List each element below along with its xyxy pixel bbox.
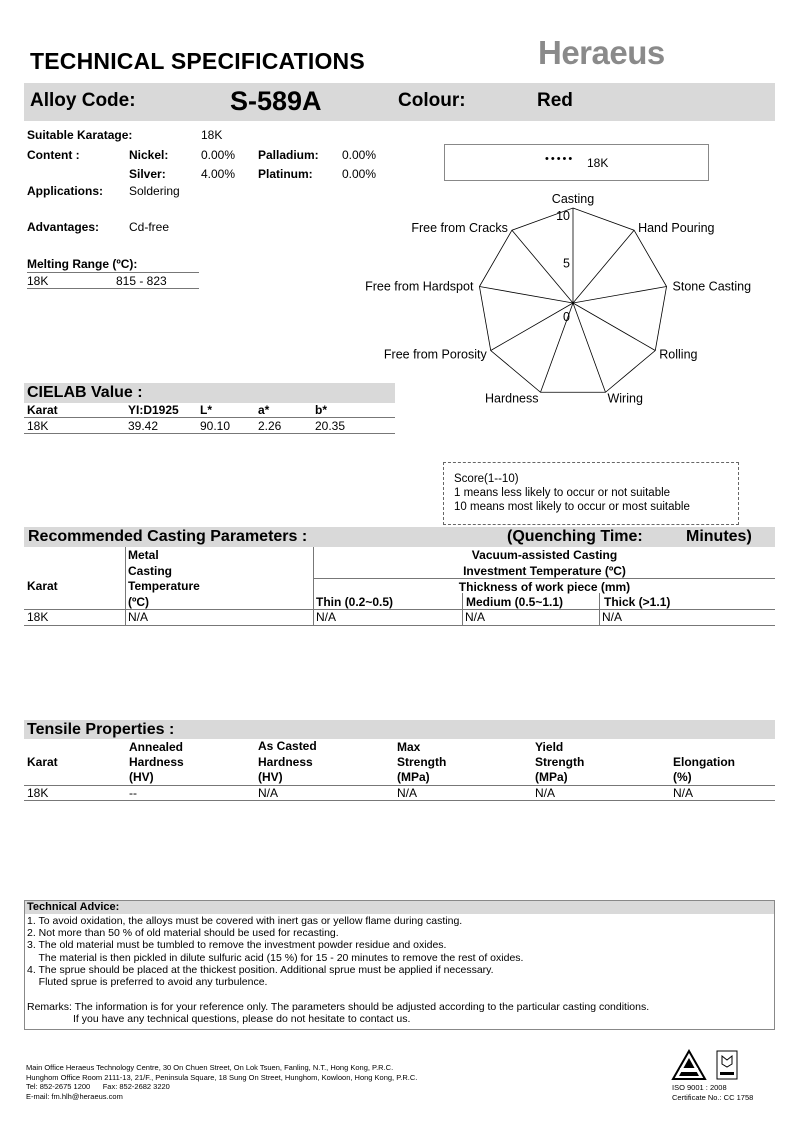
radar-spoke xyxy=(479,287,573,303)
iso-standard: ISO 9001 : 2008 xyxy=(672,1083,727,1092)
palladium-label: Palladium: xyxy=(258,148,319,162)
tensile-header-yield-2: Strength xyxy=(535,755,585,769)
tensile-header-annealed-1: Annealed xyxy=(129,740,184,754)
casting-row-metal-temp: N/A xyxy=(128,610,149,624)
tensile-header-ascasted-2: Hardness xyxy=(258,755,313,769)
applications-value: Soldering xyxy=(129,184,180,198)
radar-chart xyxy=(350,190,770,415)
legend-label: 18K xyxy=(587,156,609,170)
technical-advice-title: Technical Advice: xyxy=(25,901,774,914)
melting-row xyxy=(27,274,199,289)
score-legend-box xyxy=(443,462,739,525)
casting-row-karat: 18K xyxy=(27,610,49,624)
footer-phone: Tel: 852-2675 1200 Fax: 852-2682 3220 xyxy=(26,1082,170,1091)
radar-spoke xyxy=(573,303,605,392)
footer-email: E-mail: fm.hlh@heraeus.com xyxy=(26,1091,123,1101)
silver-label: Silver: xyxy=(129,167,166,181)
casting-row-thin: N/A xyxy=(316,610,337,624)
technical-advice-box xyxy=(24,900,775,1030)
tensile-header-elongation-1: Elongation xyxy=(673,755,735,769)
radar-scale-label: 10 xyxy=(556,209,570,223)
footer-main-office: Main Office Heraeus Technology Centre, 30 On Chuen Street, On Lok Tsuen, Fanling, N.T., Hong Kong, P.R.C. xyxy=(26,1063,394,1072)
tensile-header-yield-1: Yield xyxy=(535,740,564,754)
tensile-row-elongation: N/A xyxy=(673,786,694,800)
palladium-value: 0.00% xyxy=(342,148,377,162)
tensile-header-annealed-3: (HV) xyxy=(129,770,154,784)
radar-axis-label: Rolling xyxy=(659,347,698,362)
legend-marker-icon: ••••• xyxy=(545,153,575,165)
cielab-a: 2.26 xyxy=(258,419,282,433)
radar-spoke xyxy=(573,230,634,303)
cielab-b: 20.35 xyxy=(315,419,346,433)
cielab-yi: 39.42 xyxy=(128,419,159,433)
heraeus-logo: Heraeus xyxy=(538,34,665,71)
tensile-header-yield-3: (MPa) xyxy=(535,770,568,784)
tensile-header-max-1: Max xyxy=(397,740,421,754)
casting-header-metal-4: (ºC) xyxy=(128,595,150,609)
colour-value: Red xyxy=(537,90,573,111)
radar-axis-label: Free from Cracks xyxy=(411,221,508,236)
casting-section-title: Recommended Casting Parameters : xyxy=(28,528,308,545)
casting-row-medium: N/A xyxy=(465,610,486,624)
casting-row-thick: N/A xyxy=(602,610,623,624)
iso-certification-logos-icon xyxy=(671,1049,741,1083)
tensile-header-annealed-2: Hardness xyxy=(129,755,184,769)
cielab-header-a: a* xyxy=(258,403,270,417)
alloy-code-label: Alloy Code: xyxy=(30,90,136,111)
cielab-section-title: CIELAB Value : xyxy=(24,383,395,403)
cielab-header-row xyxy=(24,403,395,418)
casting-header-metal-3: Temperature xyxy=(128,579,200,593)
nickel-label: Nickel: xyxy=(129,148,169,162)
remarks-contact-line: If you have any technical questions, please do not hesitate to contact us. xyxy=(73,1013,411,1026)
casting-header-metal-2: Casting xyxy=(128,564,173,578)
content-label: Content : xyxy=(27,148,80,162)
vacuum-casting-header: Vacuum-assisted Casting xyxy=(471,548,618,562)
applications-label: Applications: xyxy=(27,184,104,198)
footer-hunghom-office: Hunghom Office Room 2111-13, 21/F., Peninsula Square, 18 Sung On Street, Hunghom, Kowloon, Hong Kong, P.R.C. xyxy=(26,1072,418,1082)
radar-axis-label: Casting xyxy=(551,192,595,206)
radar-axis-label: Hand Pouring xyxy=(638,221,715,236)
score-line-2: 1 means less likely to occur or not suitable xyxy=(454,487,671,499)
melting-range-value: 815 - 823 xyxy=(116,274,167,288)
radar-axis-labels xyxy=(365,192,751,405)
radar-scale-label: 5 xyxy=(563,256,570,271)
radar-legend xyxy=(444,144,709,181)
page-title: TECHNICAL SPECIFICATIONS xyxy=(30,48,365,74)
alloy-code-value: S-589A xyxy=(230,86,322,116)
footer-addresses xyxy=(26,1063,417,1101)
cielab-l: 90.10 xyxy=(200,419,231,433)
advice-line-4: The material is then pickled in dilute sulfuric acid (15 %) for 15 - 20 minutes to remove the rest of oxides. xyxy=(27,951,524,964)
remarks-line: Remarks: The information is for your reference only. The parameters should be adjusted according to the particular casting conditions. xyxy=(27,1001,650,1014)
cielab-header-l: L* xyxy=(200,403,212,417)
radar-axis-label: Hardness xyxy=(485,391,539,406)
advice-line-5: 4. The sprue should be placed at the thickest position. Additional sprue must be applied if necessary. xyxy=(27,963,494,976)
thick-header: Thick (>1.1) xyxy=(604,595,671,609)
cielab-header-yi: YI:D1925 xyxy=(128,403,179,417)
investment-temperature-header: Investment Temperature (ºC) xyxy=(463,564,626,578)
tensile-row-yield: N/A xyxy=(535,786,556,800)
tensile-header-ascasted-1: As Casted xyxy=(258,739,317,753)
platinum-label: Platinum: xyxy=(258,167,313,181)
certification-info xyxy=(672,1083,753,1102)
advice-line-3: 3. The old material must be tumbled to remove the investment powder residue and oxides. xyxy=(27,939,447,952)
casting-parameters-table xyxy=(24,547,775,626)
tensile-header-max-2: Strength xyxy=(397,755,447,769)
melting-range-label: Melting Range (ºC): xyxy=(27,257,199,273)
tensile-row-annealed: -- xyxy=(129,786,137,800)
platinum-value: 0.00% xyxy=(342,167,377,181)
thin-header: Thin (0.2~0.5) xyxy=(316,595,394,609)
advice-line-6: Fluted sprue is preferred to avoid any turbulence. xyxy=(27,976,268,989)
cielab-data-row xyxy=(24,419,395,434)
advice-line-2: 2. Not more than 50 % of old material should be used for recasting. xyxy=(27,927,339,940)
radar-axis-label: Free from Hardspot xyxy=(365,279,474,294)
advantages-value: Cd-free xyxy=(129,220,170,234)
cielab-karat: 18K xyxy=(27,419,49,433)
nickel-value: 0.00% xyxy=(201,148,236,162)
karatage-value: 18K xyxy=(201,128,223,142)
medium-header: Medium (0.5~1.1) xyxy=(466,595,564,609)
alloy-code-bar xyxy=(24,83,775,121)
casting-header-karat: Karat xyxy=(27,579,58,593)
tensile-header-karat: Karat xyxy=(27,755,58,769)
radar-axis-label: Wiring xyxy=(607,391,643,406)
radar-spoke xyxy=(573,287,667,303)
silver-value: 4.00% xyxy=(201,167,236,181)
tensile-header-max-3: (MPa) xyxy=(397,770,430,784)
score-line-3: 10 means most likely to occur or most suitable xyxy=(454,501,690,513)
advantages-label: Advantages: xyxy=(27,220,100,234)
cielab-header-karat: Karat xyxy=(27,403,58,417)
score-line-1: Score(1--10) xyxy=(454,473,519,485)
radar-grid xyxy=(479,208,666,392)
tensile-row-max: N/A xyxy=(397,786,418,800)
karatage-label: Suitable Karatage: xyxy=(27,128,133,142)
tensile-header-ascasted-3: (HV) xyxy=(258,770,283,784)
tensile-section-title: Tensile Properties : xyxy=(24,720,775,739)
tensile-table xyxy=(24,739,775,801)
radar-scale-label: 0 xyxy=(563,310,570,324)
radar-spoke xyxy=(491,303,573,351)
tensile-row-ascasted: N/A xyxy=(258,786,279,800)
thickness-header: Thickness of work piece (mm) xyxy=(458,580,631,594)
melting-karat: 18K xyxy=(27,274,49,288)
radar-axis-label: Stone Casting xyxy=(672,279,752,294)
certificate-number: Certificate No.: CC 1758 xyxy=(672,1092,754,1102)
advice-line-1: 1. To avoid oxidation, the alloys must be covered with inert gas or yellow flame during casting. xyxy=(27,915,463,927)
tensile-row-karat: 18K xyxy=(27,786,49,800)
casting-section-title-bar xyxy=(24,527,775,547)
quenching-time-label: (Quenching Time: xyxy=(507,528,643,545)
radar-axis-label: Free from Porosity xyxy=(383,347,487,362)
radar-spoke xyxy=(573,303,655,351)
colour-label: Colour: xyxy=(398,90,466,111)
tensile-header-elongation-2: (%) xyxy=(673,770,692,784)
casting-header-metal-1: Metal xyxy=(128,548,159,562)
quenching-time-unit: Minutes) xyxy=(686,528,752,545)
cielab-header-b: b* xyxy=(315,403,327,417)
